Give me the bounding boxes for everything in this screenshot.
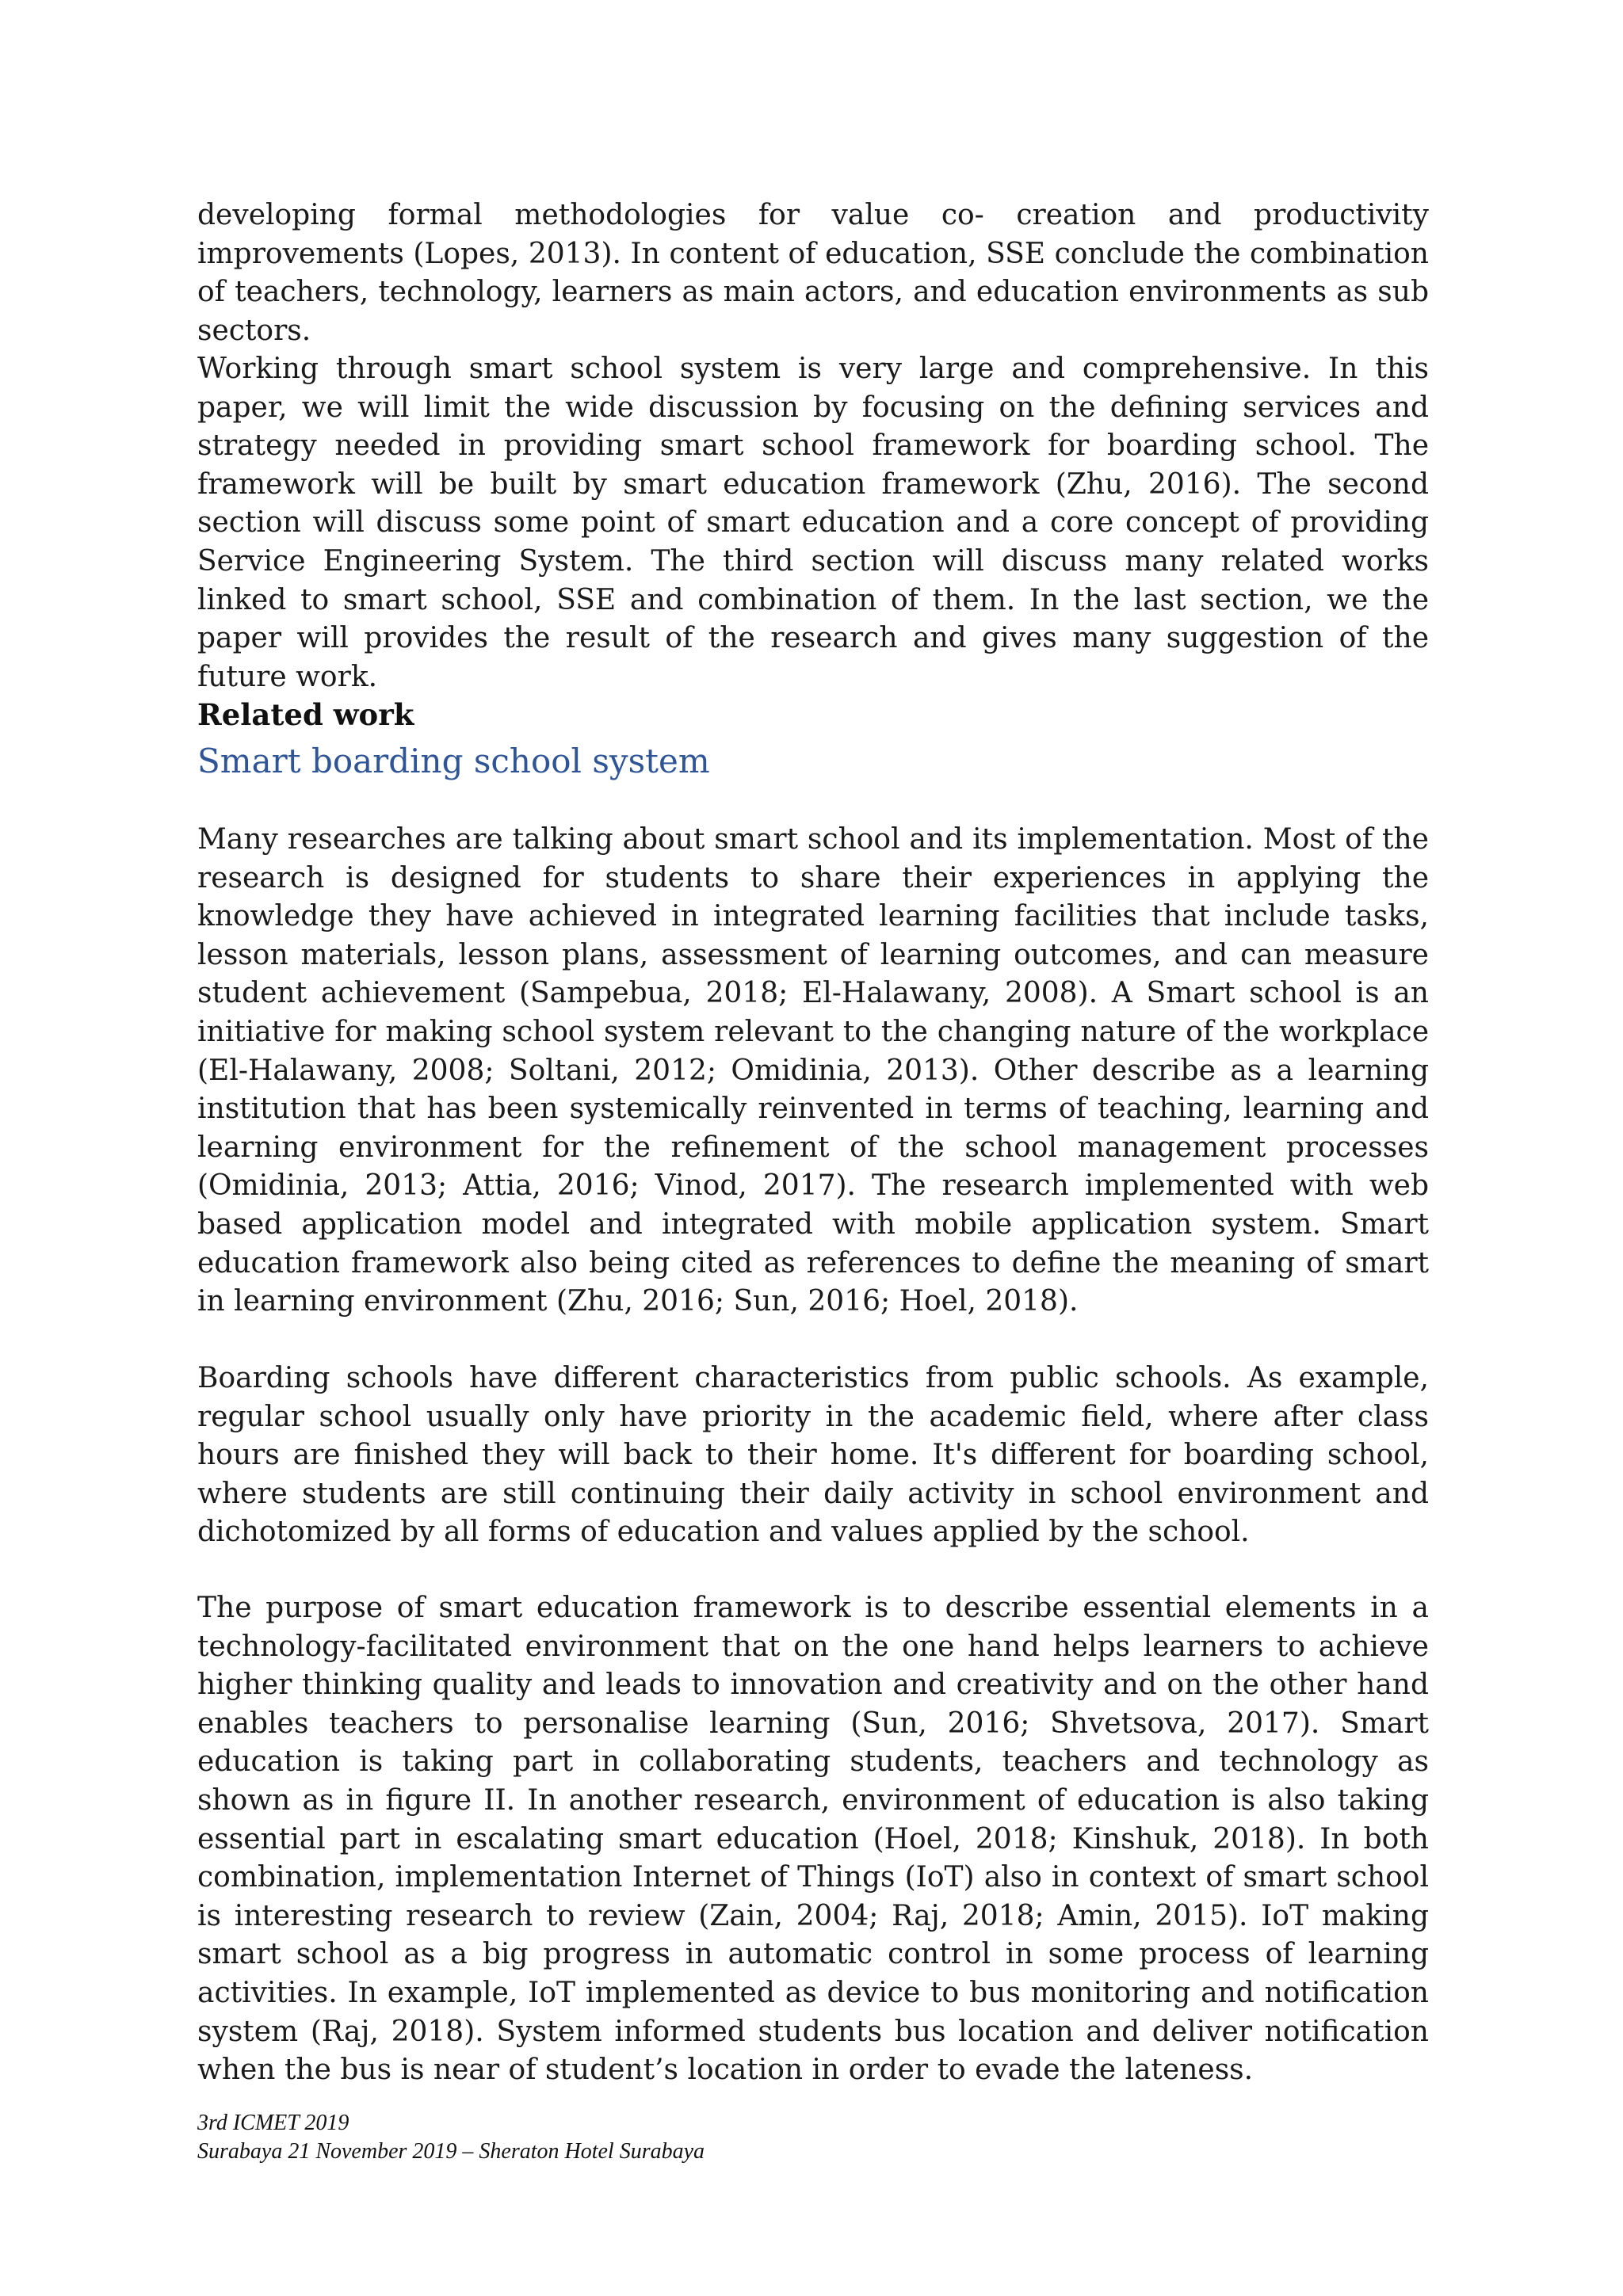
paragraph-boarding-schools: Boarding schools have different characteristics from public schools. As example, regular school usually only have priority in the academic field, where after class hours are finished they will back to their home. It's different for boarding school, where students are still continuing their daily activity in school environment and dichotomized by all forms of education and values applied by the school. [197,1362,1429,1549]
paragraph-smart-school-research: Many researches are talking about smart school and its implementation. Most of the research is designed for students to share their experiences in applying the knowledge they have achieved in integrated learning facilities that include tasks, lesson materials, lesson plans, assessment of learning outcomes, and can measure student achievement (Sampebua, 2018; El-Halawany, 2008). A Smart school is an initiative for making school system relevant to the changing nature of the workplace (El-Halawany, 2008; Soltani, 2012; Omidinia, 2013). Other describe as a learning institution that has been systemically reinvented in terms of teaching, learning and learning environment for the refinement of the school management processes (Omidinia, 2013; Attia, 2016; Vinod, 2017). The research implemented with web based application model and integrated with mobile application system. Smart education framework also being cited as references to define the meaning of smart in learning environment (Zhu, 2016; Sun, 2016; Hoel, 2018). [197,823,1429,1318]
section-heading: Related work [197,697,414,732]
footer-conference: 3rd ICMET 2019 [197,2111,349,2135]
paragraph-paper-outline: Working through smart school system is very large and comprehensive. In this paper, we will limit the wide discussion by focusing on the defining services and strategy needed in providing smart school framework for boarding school. The framework will be built by smart education framework (Zhu, 2016). The second section will discuss some point of smart education and a core concept of providing Service Engineering System. The third section will discuss many related works linked to smart school, SSE and combination of them. In the last section, we the paper will provides the result of the research and gives many suggestion of the future work. [197,353,1429,693]
subsection-heading: Smart boarding school system [197,742,710,780]
footer-venue: Surabaya 21 November 2019 – Sheraton Hotel Surabaya [197,2139,705,2164]
paragraph-smart-education-framework: The purpose of smart education framework is to describe essential elements in a technology-facilitated environment that on the one hand helps learners to achieve higher thinking quality and leads to innovation and creativity and on the other hand enables teachers to personalise learning (Sun, 2016; Shvetsova, 2017). Smart education is taking part in collaborating students, teachers and technology as shown as in figure II. In another research, environment of education is also taking essential part in escalating smart education (Hoel, 2018; Kinshuk, 2018). In both combination, implementation Internet of Things (IoT) also in context of smart school is interesting research to review (Zain, 2004; Raj, 2018; Amin, 2015). IoT making smart school as a big progress in automatic control in some process of learning activities. In example, IoT implemented as device to bus monitoring and notification system (Raj, 2018). System informed students bus location and deliver notification when the bus is near of student’s location in order to evade the lateness. [197,1592,1429,2087]
paragraph-intro-continuation: developing formal methodologies for value co- creation and productivity improvements (Lopes, 2013). In content of education, SSE conclude the combination of teachers, technology, learners as main actors, and education environments as sub sectors. [197,199,1429,347]
page-footer [197,2109,705,2166]
